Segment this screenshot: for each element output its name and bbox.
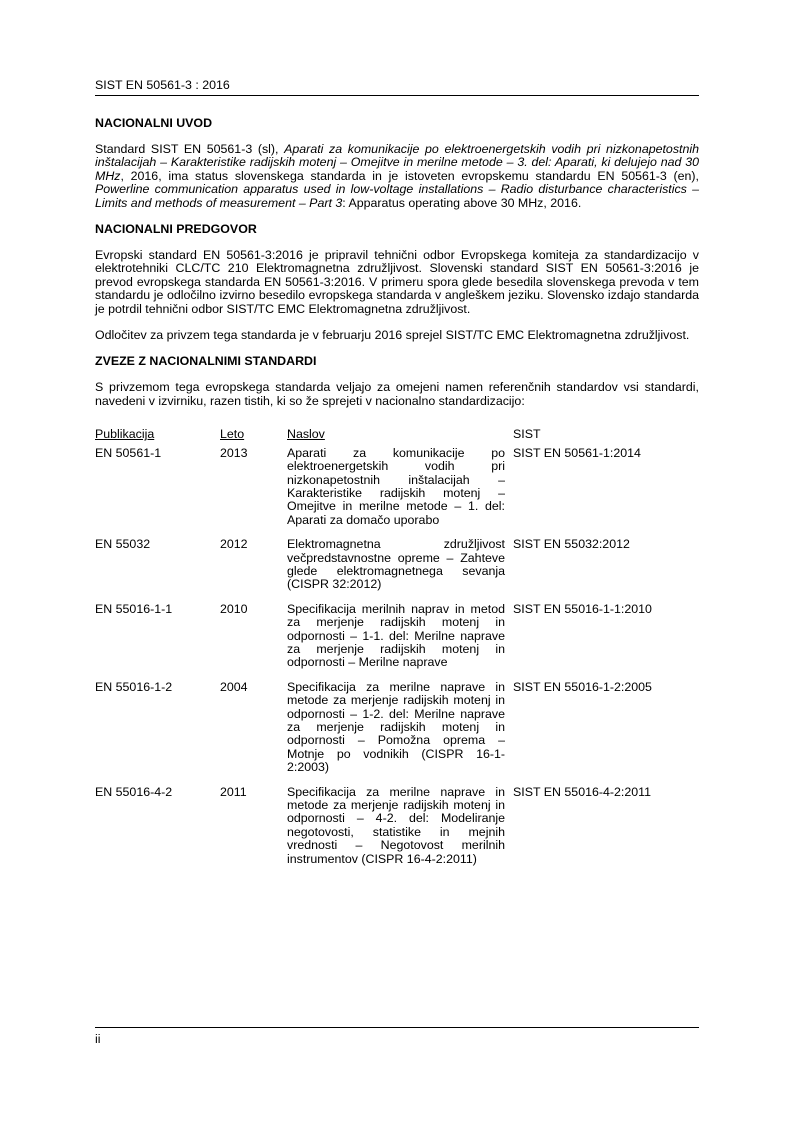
heading-zveze: ZVEZE Z NACIONALNIMI STANDARDI [95, 354, 317, 369]
uvod-paragraph [95, 143, 699, 210]
page-number: ii [95, 1032, 101, 1046]
uvod-text-d: Powerline communication apparatus used in low-voltage installations – Radio disturbance characteristics – Limits and methods of measurement – Part 3 [95, 182, 699, 210]
col-header-leto: Leto [220, 427, 245, 442]
predgovor-paragraph-1: Evropski standard EN 50561-3:2016 je pripravil tehnični odbor Evropskega komiteja za standardizacijo v elektrotehniki CLC/TC 210 Elektromagnetna združljivost. Slovenski standard SIST EN 50561-3:2016 je prevod evropskega standarda EN 50561-3:2016. V primeru spora glede besedila slovenskega prevoda v tem standardu je odločilno izvirno besedilo evropskega standarda v angleškem jeziku. Slovensko izdajo standarda je potrdil tehnični odbor SIST/TC EMC Elektromagnetna združljivost. [95, 248, 699, 316]
cell-year: 2010 [220, 601, 248, 616]
cell-title: Aparati za komunikacije po elektroenergetskih vodih pri nizkonapetostnih inštalacijah – Karakteristike radijskih motenj – Omejitve in merilne metode – 1. del: Aparati za domačo uporabo [287, 445, 505, 527]
uvod-text-a: Standard SIST EN 50561-3 (sl), [95, 142, 285, 156]
header-rule [95, 95, 699, 96]
cell-publication: EN 55016-1-2 [95, 679, 173, 694]
cell-title: Specifikacija za merilne naprave in metode za merjenje radijskih motenj in odpornosti – 1-2. del: Merilne naprave za merjenje radijskih motenj in odpornosti – Pomožna oprema – Motnje po vodnikih (CISPR 16-1-2:2003) [287, 679, 505, 775]
page-content [95, 116, 699, 877]
cell-sist: SIST EN 55016-1-2:2005 [513, 679, 652, 694]
cell-sist: SIST EN 55032:2012 [513, 537, 630, 552]
uvod-text-e: : Apparatus operating above 30 MHz, 2016. [342, 195, 582, 210]
cell-year: 2013 [220, 445, 248, 460]
uvod-text-b: Aparati za komunikacije po elektroenergetskih vodih pri nizkonapetostnih inštalacijah – Karakteristike radijskih motenj – Omejitve in merilne metode – 3. del: Aparati, ki delujejo nad 30 MHz [95, 142, 700, 183]
page-header-title: SIST EN 50561-3 : 2016 [95, 78, 230, 92]
cell-publication: EN 55016-1-1 [95, 601, 173, 616]
table-row [95, 538, 699, 603]
table-row [95, 447, 699, 538]
table-row [95, 603, 699, 681]
cell-publication: EN 50561-1 [95, 445, 162, 460]
cell-year: 2004 [220, 679, 248, 694]
col-header-sist: SIST [513, 427, 541, 442]
cell-sist: SIST EN 50561-1:2014 [513, 445, 641, 460]
zveze-paragraph: S privzemom tega evropskega standarda veljajo za omejeni namen referenčnih standardov vsi standardi, navedeni v izvirniku, razen tistih, ki so že sprejeti v nacionalno standardizacijo: [95, 380, 699, 408]
heading-nacionalni-uvod: NACIONALNI UVOD [95, 116, 213, 130]
cell-year: 2012 [220, 537, 248, 552]
predgovor-paragraph-2: Odločitev za privzem tega standarda je v februarju 2016 sprejel SIST/TC EMC Elektromagnetna združljivost. [95, 328, 690, 343]
table-row [95, 786, 699, 877]
footer-rule [95, 1027, 699, 1028]
col-header-naslov: Naslov [287, 427, 325, 442]
references-table [95, 428, 699, 877]
uvod-text-c: , 2016, ima status slovenskega standarda in je istoveten evropskemu standardu EN 50561-3 (en), [120, 168, 699, 183]
cell-year: 2011 [220, 784, 247, 799]
table-row [95, 681, 699, 786]
cell-title: Elektromagnetna združljivost večpredstavnostne opreme – Zahteve glede elektromagnetnega sevanja (CISPR 32:2012) [287, 537, 505, 592]
heading-nacionalni-predgovor: NACIONALNI PREDGOVOR [95, 222, 257, 237]
cell-publication: EN 55032 [95, 537, 151, 552]
cell-title: Specifikacija merilnih naprav in metod za merjenje radijskih motenj in odpornosti – 1-1. del: Merilne naprave za merjenje radijskih motenj in odpornosti – Merilne naprave [287, 601, 505, 670]
cell-publication: EN 55016-4-2 [95, 784, 173, 799]
cell-sist: SIST EN 55016-4-2:2011 [513, 784, 651, 799]
table-header-row [95, 428, 699, 446]
col-header-publikacija: Publikacija [95, 427, 155, 442]
cell-sist: SIST EN 55016-1-1:2010 [513, 601, 652, 616]
cell-title: Specifikacija za merilne naprave in metode za merjenje radijskih motenj in odpornosti – 4-2. del: Modeliranje negotovosti, statistike in mejnih vrednosti – Negotovost merilnih instrumentov (CISPR 16-4-2:2011) [287, 784, 505, 866]
